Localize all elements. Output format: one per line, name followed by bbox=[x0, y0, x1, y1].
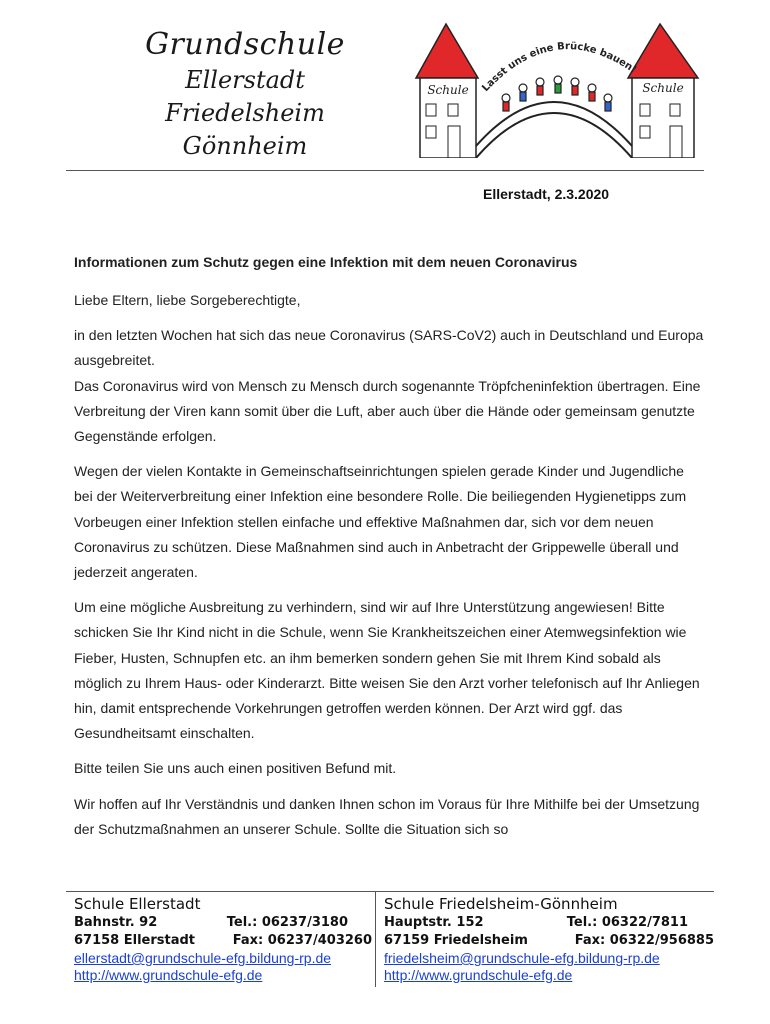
paragraph-3: Um eine mögliche Ausbreitung zu verhindern, sind wir auf Ihre Unterstützung angewiesen! Bitte schicken Sie Ihr Kind nicht in die Schule, wenn Sie Krankheitszeichen einer Atemwegsinfektion wie Fieber, Husten, Schnupfen etc. an ihm bemerken sondern gehen Sie mit Ihrem Kind sobald als möglich zu Ihrem Haus- oder Kinderarzt. Bitte weisen Sie den Arzt vorher telefonisch auf Ihr Anliegen hin, damit entsprechende Vorkehrungen getroffen werden können. Der Arzt wird ggf. das Gesundheitsamt einschalten. bbox=[74, 599, 700, 742]
children-figures bbox=[502, 76, 612, 111]
footer-right-street: Hauptstr. 152 bbox=[384, 915, 484, 930]
footer-right-fax: Fax: 06322/956885 bbox=[574, 933, 714, 948]
paragraph-5: Wir hoffen auf Ihr Verständnis und danken Ihnen schon im Voraus für Ihre Mithilfe bei der Umsetzung der Schutzmaßnahmen an unserer Schule. Sollte die Situation sich so bbox=[74, 795, 700, 837]
paragraph-4: Bitte teilen Sie uns auch einen positiven Befund mit. bbox=[74, 760, 397, 777]
footer-divider-top bbox=[66, 891, 714, 892]
footer-left-fax: Fax: 06237/403260 bbox=[232, 933, 372, 948]
footer-right-city: 67159 Friedelsheim bbox=[384, 933, 528, 948]
school-title: Grundschule bbox=[145, 27, 345, 62]
letter-greeting: Liebe Eltern, liebe Sorgeberechtigte, bbox=[74, 292, 301, 308]
letter-subject: Informationen zum Schutz gegen eine Infektion mit dem neuen Coronavirus bbox=[74, 254, 578, 270]
school-names bbox=[120, 26, 370, 163]
footer-friedelsheim bbox=[384, 894, 714, 984]
right-house-label: Schule bbox=[642, 81, 684, 95]
footer-ellerstadt bbox=[74, 894, 372, 984]
paragraph-1b: Das Coronavirus wird von Mensch zu Mensch durch sogenannte Tröpfcheninfektion übertragen. Eine Verbreitung der Viren kann somit über die Luft, aber auch über die Hände oder gemeinsam genutzte Gegenstände erfolgen. bbox=[74, 377, 701, 445]
footer-right-web-link[interactable]: http://www.grundschule-efg.de bbox=[384, 967, 573, 983]
header-divider bbox=[66, 170, 704, 171]
left-house-label: Schule bbox=[427, 83, 469, 97]
footer-right-phone: Tel.: 06322/7811 bbox=[566, 915, 688, 930]
paragraph-2: Wegen der vielen Kontakte in Gemeinschaftseinrichtungen spielen gerade Kinder und Jugendliche bei der Weiterverbreitung einer Infektion eine besondere Rolle. Die beiliegenden Hygienetipps zum Vorbeugen einer Infektion stellen einfache und effektive Maßnahmen dar, sich vor dem neuen Coronavirus zu schützen. Diese Maßnahmen sind auch in Anbetracht der Grippewelle überall und jederzeit angeraten. bbox=[74, 463, 687, 581]
footer-left-email-link[interactable]: ellerstadt@grundschule-efg.bildung-rp.de bbox=[74, 950, 332, 966]
town-ellerstadt: Ellerstadt bbox=[185, 66, 305, 94]
paragraph-1: in den letzten Wochen hat sich das neue Coronavirus (SARS-CoV2) auch in Deutschland und Europa ausgebreitet. bbox=[74, 327, 704, 369]
logo-motto: Lasst uns eine Brücke bauen! bbox=[480, 41, 639, 95]
left-house-roof bbox=[416, 24, 478, 78]
right-house-roof bbox=[628, 24, 698, 78]
letter-body bbox=[74, 250, 704, 850]
town-friedelsheim: Friedelsheim bbox=[165, 99, 325, 127]
letter-date: Ellerstadt, 2.3.2020 bbox=[483, 186, 610, 202]
town-goennheim: Gönnheim bbox=[182, 132, 308, 160]
footer-divider-vertical bbox=[375, 891, 376, 987]
footer-left-name: Schule Ellerstadt bbox=[74, 895, 201, 913]
footer-left-web-link[interactable]: http://www.grundschule-efg.de bbox=[74, 967, 263, 983]
school-bridge-logo bbox=[408, 18, 708, 158]
footer-right-name: Schule Friedelsheim-Gönnheim bbox=[384, 895, 618, 913]
bridge-arch bbox=[476, 113, 632, 158]
footer-left-street: Bahnstr. 92 bbox=[74, 915, 158, 930]
footer-right-email-link[interactable]: friedelsheim@grundschule-efg.bildung-rp.de bbox=[384, 950, 660, 966]
footer-left-city: 67158 Ellerstadt bbox=[74, 933, 196, 948]
footer-left-phone: Tel.: 06237/3180 bbox=[226, 915, 348, 930]
